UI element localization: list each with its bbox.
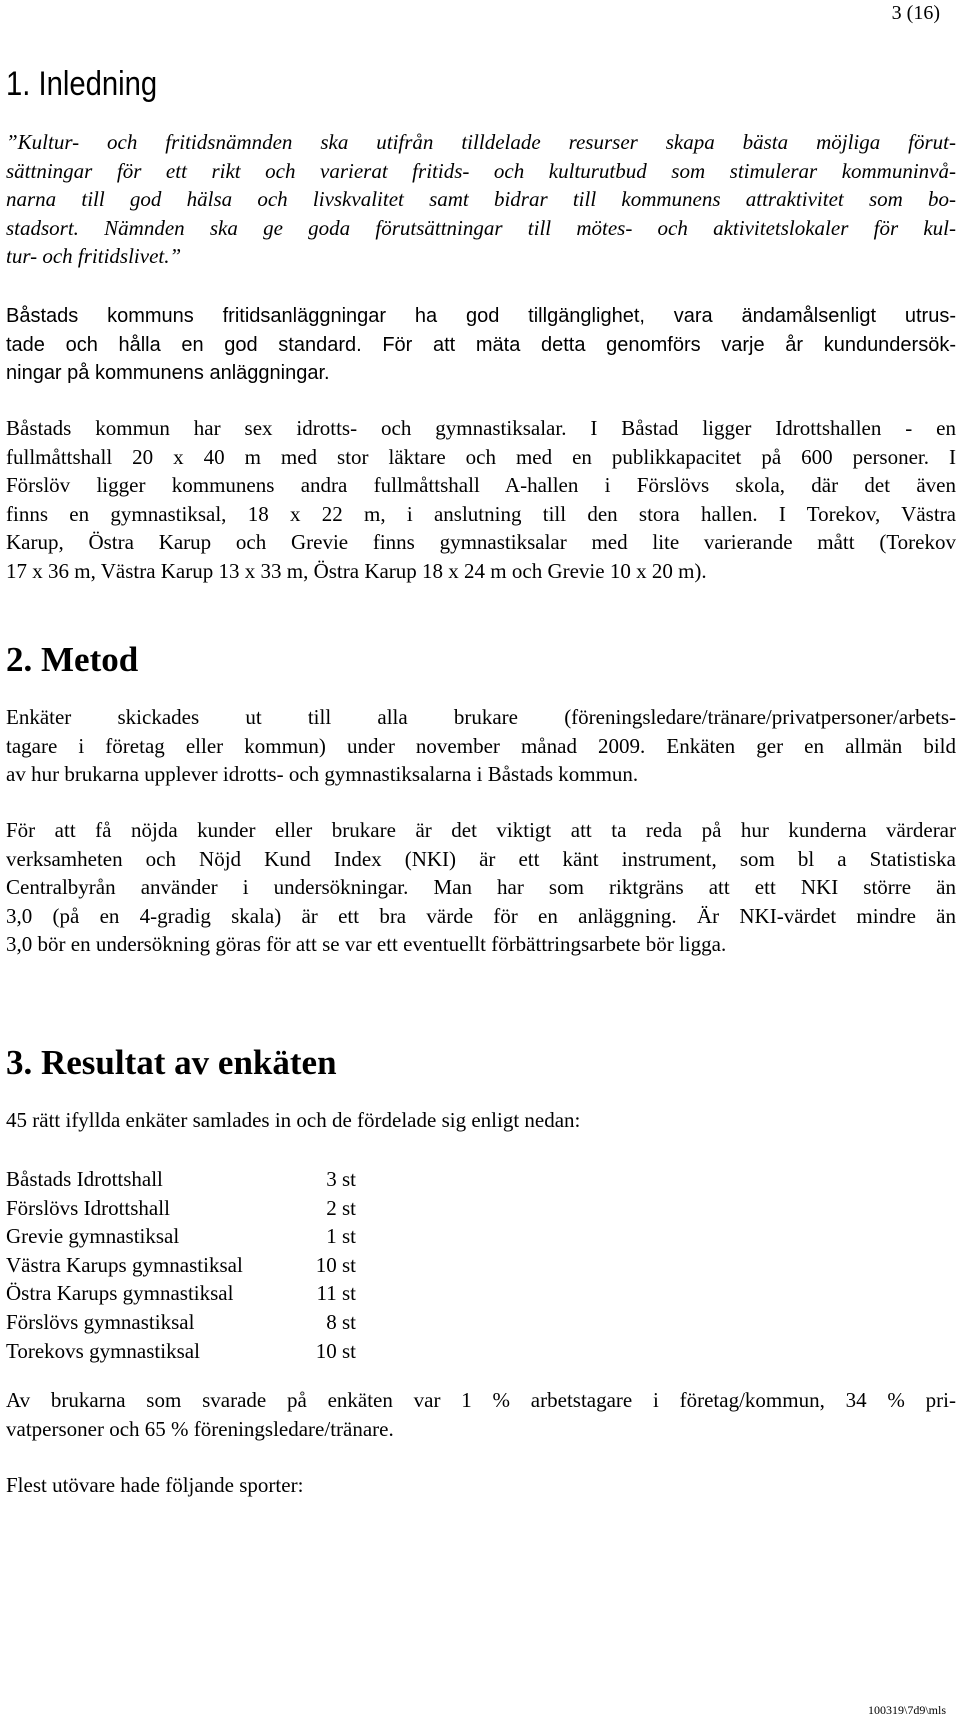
survey-intro [6,1106,956,1135]
paragraph-line: Båstads kommun har sex idrotts- och gymnastiksalar. I Båstad ligger Idrottshallen - en [6,416,956,440]
paragraph-line: vatpersoner och 65 % föreningsledare/tränare. [6,1416,394,1441]
section-heading-inledning: 1. Inledning [6,65,158,103]
paragraph-line: 45 rätt ifyllda enkäter samlades in och de fördelade sig enligt nedan: [6,1108,581,1132]
paragraph-line: 3,0 (på en 4-gradig skala) är ett bra värde för en anläggning. Är NKI-värdet mindre än [6,903,956,928]
section-heading-metod: 2. Metod [6,640,139,679]
page-number: 3 (16) [891,2,940,24]
facilities-paragraph [6,302,956,388]
paragraph-line: Av brukarna som svarade på enkäten var 1 % arbetstagare i företag/kommun, 34 % pri- [6,1388,956,1412]
paragraph-line: Flest utövare hade följande sporter: [6,1473,304,1497]
halls-paragraph [6,414,956,586]
paragraph-line: 3,0 bör en undersökning göras för att se var ett eventuellt förbättringsarbete bör ligga. [6,932,727,957]
table-row [6,1279,356,1308]
venue-count: 8 st [326,1309,356,1334]
venue-count: 3 st [326,1167,356,1191]
table-row [6,1165,356,1194]
quote-line: sättningar för ett rikt och varierat fritids- och kulturutbud som stimulerar kommuninvå- [6,158,956,183]
quote-line: stadsort. Nämnden ska ge goda förutsättningar till mötes- och aktivitetslokaler för kul- [6,215,956,240]
paragraph-line: 17 x 36 m, Västra Karup 13 x 33 m, Östra Karup 18 x 24 m och Grevie 10 x 20 m). [6,558,707,583]
venue-count: 10 st [315,1252,356,1277]
respondents-paragraph [6,1386,956,1443]
paragraph-line: finns en gymnastiksal, 18 x 22 m, i anslutning till den stora hallen. I Torekov, Västra [6,501,956,526]
venue-name: Förslövs Idrottshall [6,1195,170,1220]
nki-paragraph [6,816,956,959]
table-row [6,1194,356,1223]
paragraph-line: ningar på kommunens anläggningar. [6,362,330,385]
table-row [6,1337,356,1366]
paragraph-line: Karup, Östra Karup och Grevie finns gymnastiksalar med lite varierande mått (Torekov [6,530,956,555]
method-paragraph [6,703,956,789]
section-heading-resultat: 3. Resultat av enkäten [6,1043,337,1082]
paragraph-line: Båstads kommuns fritidsanläggningar ha god tillgänglighet, vara ändamålsenligt utrus- [6,305,956,327]
paragraph-line: Förslöv ligger kommunens andra fullmåttshall A-hallen i Förslövs skola, där det även [6,473,956,498]
footer-reference: 100319\7d9\mls [867,1703,946,1717]
quote-line: ”Kultur- och fritidsnämnden ska utifrån tilldelade resurser skapa bästa möjliga förut- [6,130,956,154]
paragraph-line: av hur brukarna upplever idrotts- och gymnastiksalarna i Båstads kommun. [6,762,639,787]
venue-count: 1 st [326,1224,356,1249]
paragraph-line: tagare i företag eller kommun) under november månad 2009. Enkäten ger en allmän bild [6,733,956,758]
table-row [6,1251,356,1280]
venue-name: Grevie gymnastiksal [6,1224,180,1249]
quote-paragraph [6,128,956,271]
venue-name: Förslövs gymnastiksal [6,1309,195,1334]
venue-count: 2 st [326,1195,356,1220]
paragraph-line: Enkäter skickades ut till alla brukare (föreningsledare/tränare/privatpersoner/arbets- [6,705,956,729]
venue-name: Västra Karups gymnastiksal [6,1252,243,1277]
venue-responses-table [6,1165,356,1365]
quote-line: tur- och fritidslivet.” [6,244,182,269]
paragraph-line: För att få nöjda kunder eller brukare är det viktigt att ta reda på hur kunderna värderar [6,818,956,842]
venue-name: Båstads Idrottshall [6,1167,163,1191]
venue-name: Torekovs gymnastiksal [6,1338,200,1363]
venue-name: Östra Karups gymnastiksal [6,1281,234,1306]
venue-count: 11 st [316,1281,356,1306]
paragraph-line: Centralbyrån använder i undersökningar. Man har som riktgräns att ett NKI större än [6,875,956,900]
quote-line: narna till god hälsa och livskvalitet samt bidrar till kommunens attraktivitet som bo- [6,187,956,212]
paragraph-line: verksamheten och Nöjd Kund Index (NKI) är ett känt instrument, som bl a Statistiska [6,846,956,871]
paragraph-line: fullmåttshall 20 x 40 m med stor läktare och med en publikkapacitet på 600 personer. I [6,444,956,469]
venue-count: 10 st [315,1338,356,1363]
paragraph-line: tade och hålla en god standard. För att mäta detta genomförs varje år kundundersök- [6,333,956,356]
table-row [6,1308,356,1337]
table-row [6,1222,356,1251]
sports-intro [6,1471,956,1500]
